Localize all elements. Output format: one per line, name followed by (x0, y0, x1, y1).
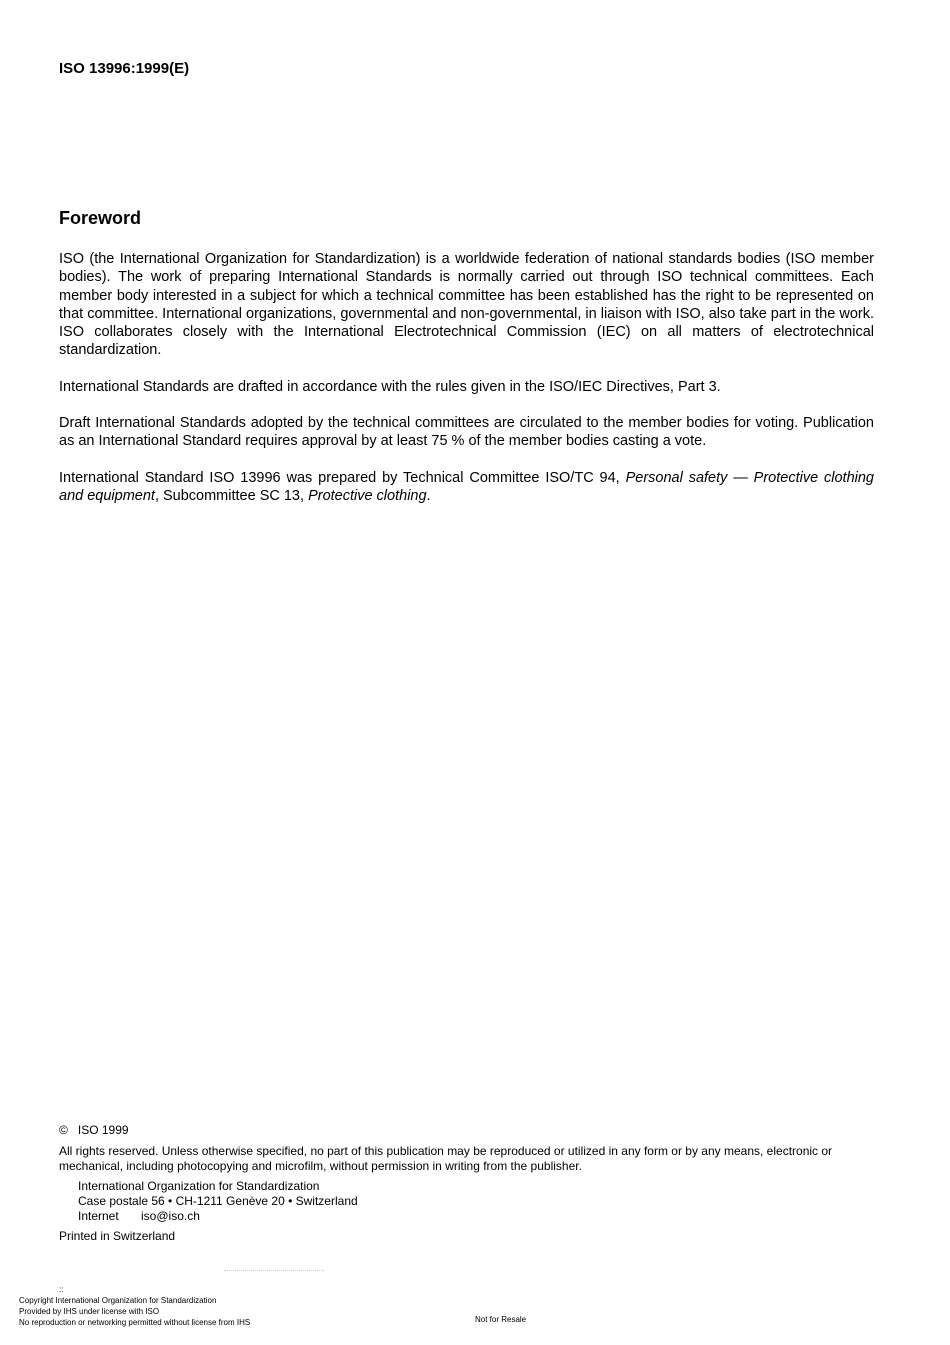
footer-line-2: Provided by IHS under license with ISO (19, 1307, 160, 1316)
internet-email: iso@iso.ch (141, 1209, 200, 1223)
subcommittee-name: Protective clothing (308, 487, 427, 504)
copyright-year: ISO 1999 (77, 1123, 129, 1137)
rights-statement: All rights reserved. Unless otherwise specified, no part of this publication may be reproduced or utilized in any form or by any means, electronic or mechanical, including photocopying and microfilm, without permission in writing from the publisher. (59, 1144, 833, 1173)
footer-line-3: No reproduction or networking permitted without license from IHS (19, 1318, 251, 1327)
foreword-heading: Foreword (59, 208, 142, 228)
footer-not-for-resale: Not for Resale (475, 1315, 527, 1324)
footer-dots: :: (59, 1285, 64, 1294)
foreword-body (59, 250, 874, 523)
printed-in: Printed in Switzerland (59, 1229, 176, 1243)
internet-label: Internet (78, 1209, 119, 1223)
foreword-paragraph-4 (59, 469, 874, 506)
copyright-line (59, 1123, 879, 1138)
footer-line-1: Copyright International Organization for Standardization (19, 1296, 217, 1305)
scan-artifact (224, 1270, 324, 1275)
foreword-paragraph-1: ISO (the International Organization for Standardization) is a worldwide federation of national standards bodies (ISO member bodies). The work of preparing International Standards is normally carried out through ISO technical committees. Each member body interested in a subject for which a technical committee has been established has the right to be represented on that committee. International organizations, governmental and non-governmental, in liaison with ISO, also take part in the work. ISO collaborates closely with the International Electrotechnical Commission (IEC) on all matters of electrotechnical standardization. (59, 251, 874, 359)
paragraph-4-mid: , Subcommittee SC 13, (154, 487, 309, 504)
postal-address: Case postale 56 • CH-1211 Genève 20 • Switzerland (78, 1194, 358, 1208)
paragraph-4-end: . (426, 487, 431, 504)
foreword-paragraph-2: International Standards are drafted in accordance with the rules given in the ISO/IEC Directives, Part 3. (59, 378, 721, 395)
copyright-block (59, 1123, 879, 1244)
document-code: ISO 13996:1999(E) (59, 60, 190, 77)
publisher-address (59, 1179, 879, 1224)
internet-line (78, 1209, 879, 1224)
copyright-symbol: © (59, 1123, 68, 1137)
organization-name: International Organization for Standardization (78, 1179, 320, 1193)
paragraph-4-lead: International Standard ISO 13996 was prepared by Technical Committee ISO/TC 94, (59, 469, 626, 486)
committee-name: Personal safety — Protective clothing and equipment (59, 469, 874, 504)
footer-license (19, 1295, 250, 1328)
foreword-paragraph-3: Draft International Standards adopted by the technical committees are circulated to the member bodies for voting. Publication as an International Standard requires approval by at least 75 % of the member bodies casting a vote. (59, 415, 874, 450)
